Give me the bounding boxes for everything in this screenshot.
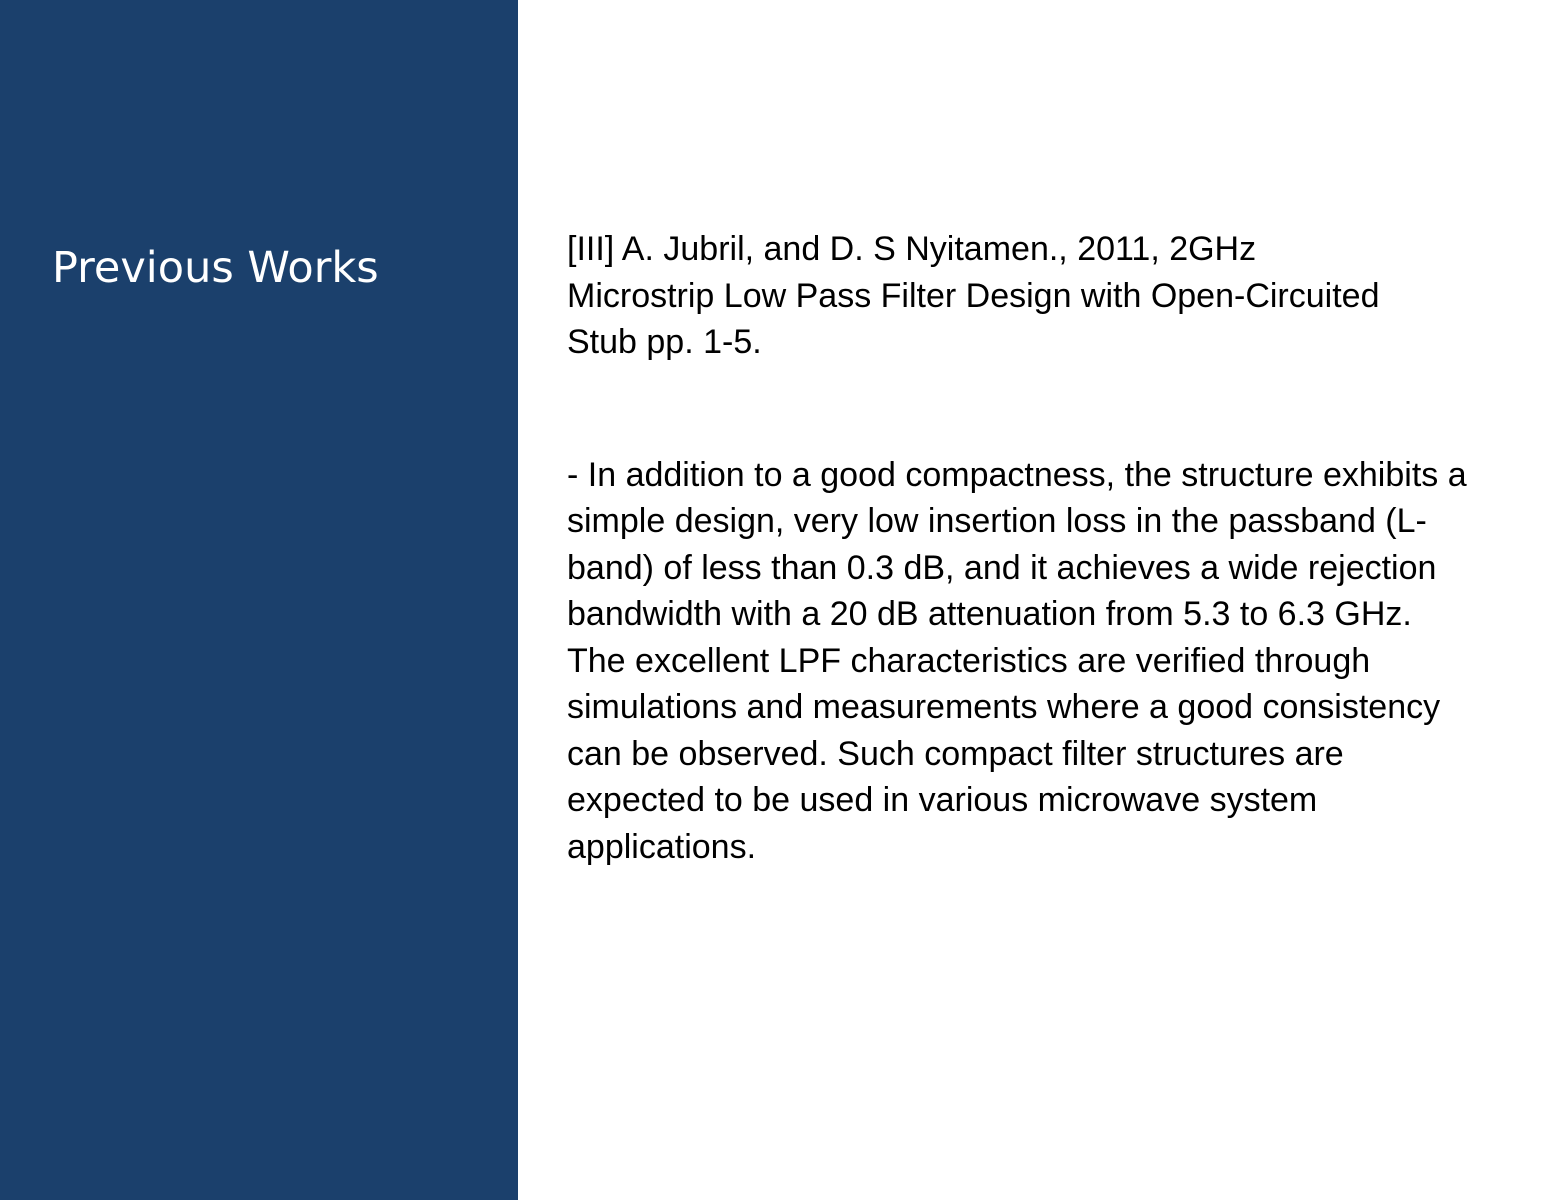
sidebar-panel — [0, 0, 518, 1200]
reference-citation: [III] A. Jubril, and D. S Nyitamen., 2011, 2GHz Microstrip Low Pass Filter Design with Open-Circuited Stub pp. 1-5. — [567, 230, 1380, 361]
slide-content — [567, 226, 1527, 870]
description-paragraph: - In addition to a good compactness, the structure exhibits a simple design, very low insertion loss in the passband (L-band) of less than 0.3 dB, and it achieves a wide rejection bandwidth with a 20 dB attenuation from 5.3 to 6.3 GHz. The excellent LPF characteristics are verified through simulations and measurements where a good consistency can be observed. Such compact filter structures are expected to be used in various microwave system applications. — [567, 455, 1467, 866]
slide-title: Previous Works — [52, 243, 379, 293]
